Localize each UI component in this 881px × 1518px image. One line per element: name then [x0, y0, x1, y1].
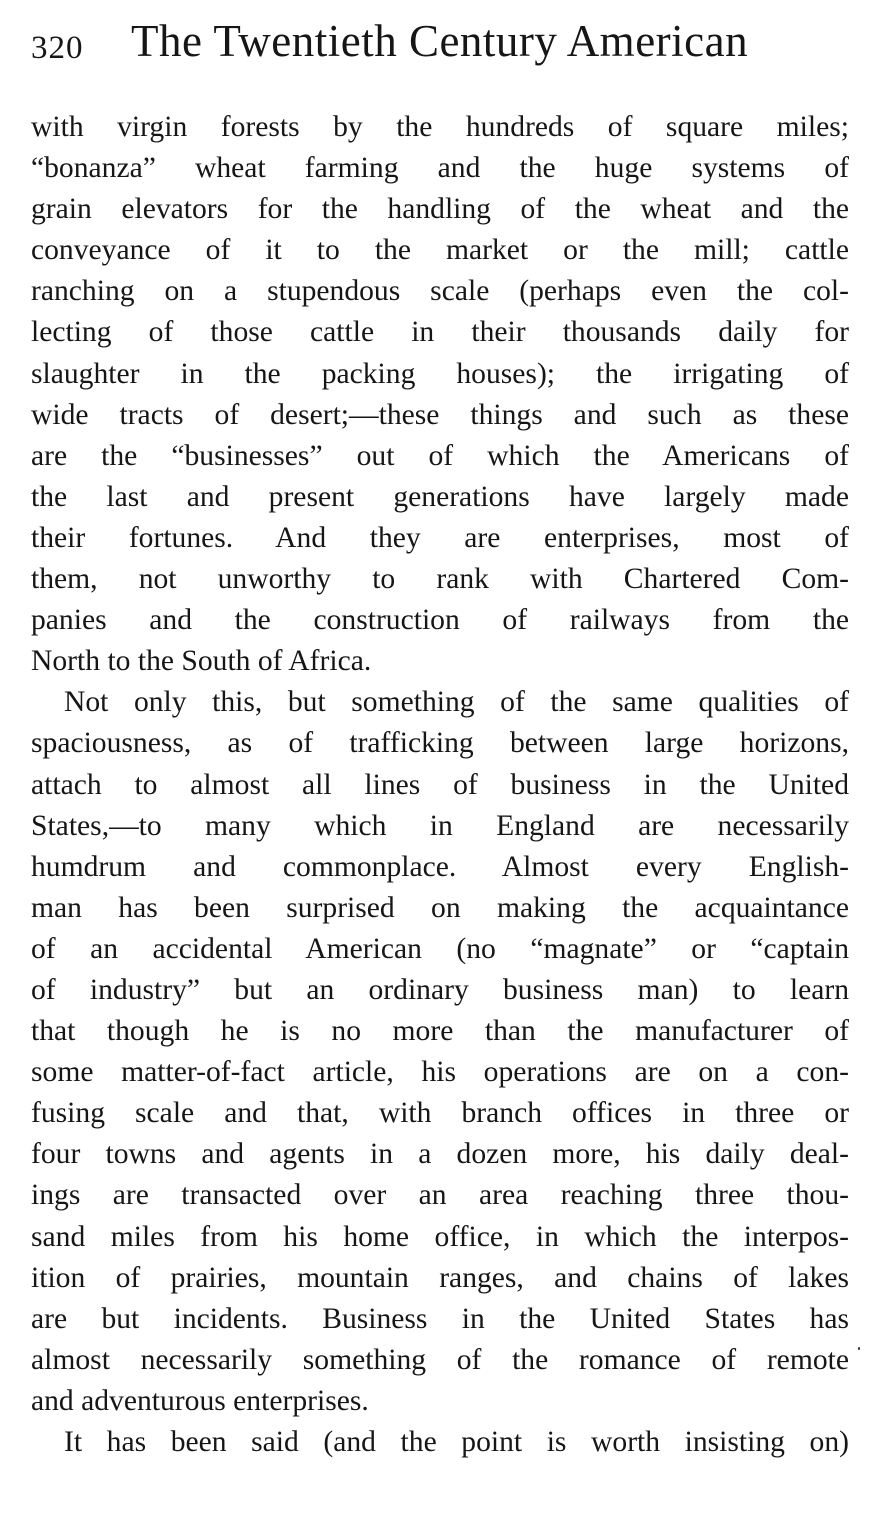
text-line: are the “businesses” out of which the Americans of: [31, 439, 849, 472]
text-line: the last and present generations have largely made: [31, 480, 849, 513]
text-line: ranching on a stupendous scale (perhaps even the col-: [31, 275, 849, 308]
text-line: wide tracts of desert;—these things and such as these: [31, 398, 849, 431]
text-line: conveyance of it to the market or the mill; cattle: [31, 234, 849, 267]
text-line: of an accidental American (no “magnate” or “captain: [31, 932, 849, 965]
text-line: grain elevators for the handling of the wheat and the: [31, 193, 849, 226]
page-header: [31, 14, 831, 70]
text-line: sand miles from his home office, in which the interpos-: [31, 1220, 849, 1253]
text-line: and adventurous enterprises.: [31, 1384, 369, 1417]
body-text: [31, 107, 849, 1463]
scan-speck: [858, 1347, 860, 1350]
text-line: spaciousness, as of trafficking between large horizons,: [31, 727, 849, 760]
text-line: It has been said (and the point is worth insisting on): [64, 1426, 849, 1458]
text-line: that though he is no more than the manufacturer of: [31, 1015, 849, 1048]
page-number: 320: [31, 30, 84, 66]
running-title: The Twentieth Century American: [131, 16, 749, 66]
text-line: lecting of those cattle in their thousands daily for: [31, 316, 849, 349]
text-line: ings are transacted over an area reaching three thou-: [31, 1179, 849, 1212]
text-line: fusing scale and that, with branch offices in three or: [31, 1097, 849, 1130]
text-line: of industry” but an ordinary business man) to learn: [31, 973, 849, 1006]
text-line: Not only this, but something of the same qualities of: [64, 686, 849, 719]
text-line: “bonanza” wheat farming and the huge systems of: [31, 152, 849, 185]
text-line: humdrum and commonplace. Almost every English-: [31, 850, 849, 883]
text-line: States,—to many which in England are necessarily: [31, 809, 849, 842]
text-line: panies and the construction of railways from the: [31, 604, 849, 637]
text-line: are but incidents. Business in the United States has: [31, 1302, 849, 1335]
text-line: with virgin forests by the hundreds of square miles;: [31, 111, 849, 143]
text-line: almost necessarily something of the romance of remote: [31, 1343, 849, 1376]
text-line: ition of prairies, mountain ranges, and chains of lakes: [31, 1261, 849, 1294]
text-line: their fortunes. And they are enterprises, most of: [31, 521, 849, 554]
text-line: North to the South of Africa.: [31, 645, 372, 678]
text-line: slaughter in the packing houses); the irrigating of: [31, 357, 849, 390]
text-line: man has been surprised on making the acquaintance: [31, 891, 849, 924]
text-line: four towns and agents in a dozen more, his daily deal-: [31, 1138, 849, 1171]
text-line: some matter-of-fact article, his operations are on a con-: [31, 1056, 849, 1089]
text-line: attach to almost all lines of business in the United: [31, 768, 849, 801]
text-line: them, not unworthy to rank with Chartered Com-: [31, 563, 849, 596]
